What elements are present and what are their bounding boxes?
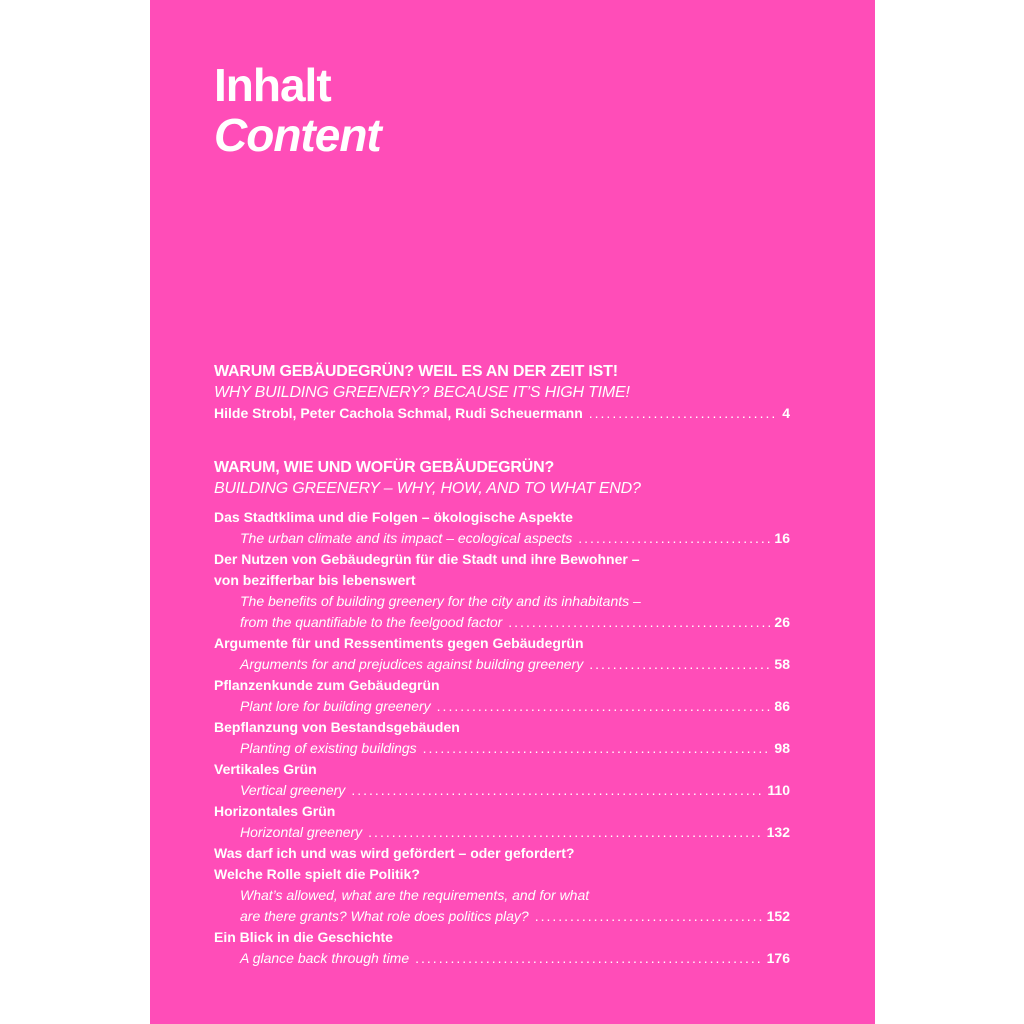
entry-text-de: Horizontales Grün	[214, 803, 336, 819]
toc-entry[interactable]	[214, 633, 790, 675]
toc-entry-title-en	[214, 822, 790, 843]
dot-leader	[415, 948, 763, 969]
section-title-en: WHY BUILDING GREENERY? BECAUSE IT’S HIGH TIME!	[214, 384, 630, 401]
toc-entry-title-de	[214, 549, 790, 570]
toc-entry-title-de	[214, 843, 790, 864]
page-number: 26	[774, 614, 790, 630]
spacer	[214, 499, 790, 507]
page-number: 132	[766, 824, 790, 840]
toc-entry-title-en	[214, 591, 790, 612]
entry-text-de: Pflanzenkunde zum Gebäudegrün	[214, 677, 440, 693]
toc-entry-title-en	[214, 885, 790, 906]
entry-text-de: Welche Rolle spielt die Politik?	[214, 866, 420, 882]
entry-text-en: Plant lore for building greenery	[240, 698, 431, 714]
section-title-en: BUILDING GREENERY – WHY, HOW, AND TO WHAT END?	[214, 480, 641, 497]
section-title-de: WARUM, WIE UND WOFÜR GEBÄUDEGRÜN?	[214, 459, 555, 476]
toc-entry-title-de	[214, 801, 790, 822]
entry-text-en: The benefits of building greenery for the city and its inhabitants –	[240, 593, 641, 609]
toc-entry-title-de	[214, 633, 790, 654]
page-title	[214, 60, 381, 160]
toc-entry[interactable]	[214, 675, 790, 717]
toc-entry[interactable]	[214, 549, 790, 633]
toc-entry-title-de	[214, 759, 790, 780]
page-number: 58	[774, 656, 790, 672]
page-number: 110	[767, 782, 790, 798]
toc-entry-title-en	[214, 528, 790, 549]
entry-text-de: Vertikales Grün	[214, 761, 317, 777]
dot-leader	[437, 696, 771, 717]
entry-text-de: Der Nutzen von Gebäudegrün für die Stadt und ihre Bewohner –	[214, 551, 640, 567]
toc-entries	[214, 507, 790, 969]
section-title-de: WARUM GEBÄUDEGRÜN? WEIL ES AN DER ZEIT IST!	[214, 363, 618, 380]
toc-entry-authors[interactable]	[214, 403, 790, 424]
toc-entry-title-de	[214, 507, 790, 528]
toc-entry-title-de	[214, 570, 790, 591]
dot-leader	[535, 906, 763, 927]
entry-text-de: Das Stadtklima und die Folgen – ökologische Aspekte	[214, 509, 573, 525]
dot-leader	[351, 780, 763, 801]
entry-text-en: What’s allowed, what are the requirements, and for what	[240, 887, 590, 903]
entry-text-de: Was darf ich und was wird gefördert – oder gefordert?	[214, 845, 575, 861]
toc-entry[interactable]	[214, 759, 790, 801]
entry-text-en: Planting of existing buildings	[240, 740, 417, 756]
toc-entry-title-en	[214, 948, 790, 969]
toc-entry[interactable]	[214, 717, 790, 759]
toc-entry-title-de	[214, 717, 790, 738]
page-number: 152	[766, 908, 790, 924]
toc-entry-title-en	[214, 654, 790, 675]
entry-text-en: are there grants? What role does politics play?	[240, 908, 529, 924]
toc-entry[interactable]	[214, 507, 790, 549]
toc-entry-title-en	[214, 780, 790, 801]
dot-leader	[578, 528, 770, 549]
toc-entry[interactable]	[214, 843, 790, 927]
entry-text-en: Vertical greenery	[240, 782, 346, 798]
toc-entry[interactable]	[214, 927, 790, 969]
page-number: 176	[766, 950, 790, 966]
toc-entry[interactable]	[214, 801, 790, 843]
toc-entry-title-en	[214, 612, 790, 633]
page-title-en: Content	[214, 109, 381, 161]
toc-entry-title-en	[214, 738, 790, 759]
toc-entry-title-de	[214, 927, 790, 948]
toc-entry-title-en	[214, 906, 790, 927]
toc-entry-title-en	[214, 696, 790, 717]
entry-text-en: Horizontal greenery	[240, 824, 363, 840]
dot-leader	[508, 612, 770, 633]
dot-leader	[423, 738, 771, 759]
dot-leader	[589, 654, 770, 675]
entry-text-en: A glance back through time	[240, 950, 410, 966]
entry-text-de: Ein Blick in die Geschichte	[214, 929, 393, 945]
toc-entry-title-de	[214, 864, 790, 885]
entry-text-en: The urban climate and its impact – ecological aspects	[240, 530, 573, 546]
page-number: 16	[774, 530, 790, 546]
dot-leader	[368, 822, 762, 843]
entry-text-en: from the quantifiable to the feelgood factor	[240, 614, 503, 630]
page-number: 4	[782, 405, 790, 421]
entry-text-de: Bepflanzung von Bestandsgebäuden	[214, 719, 460, 735]
page-number: 86	[774, 698, 790, 714]
entry-text-en: Arguments for and prejudices against building greenery	[240, 656, 584, 672]
page-number: 98	[774, 740, 790, 756]
page-title-de: Inhalt	[214, 59, 331, 111]
entry-text-de: Argumente für und Ressentiments gegen Gebäudegrün	[214, 635, 584, 651]
spacer	[214, 424, 790, 457]
authors-text: Hilde Strobl, Peter Cachola Schmal, Rudi Scheuermann	[214, 405, 583, 421]
dot-leader	[589, 403, 778, 424]
table-of-contents	[214, 361, 790, 969]
entry-text-de: von bezifferbar bis lebenswert	[214, 572, 416, 588]
toc-entry-title-de	[214, 675, 790, 696]
contents-page	[150, 0, 875, 1024]
